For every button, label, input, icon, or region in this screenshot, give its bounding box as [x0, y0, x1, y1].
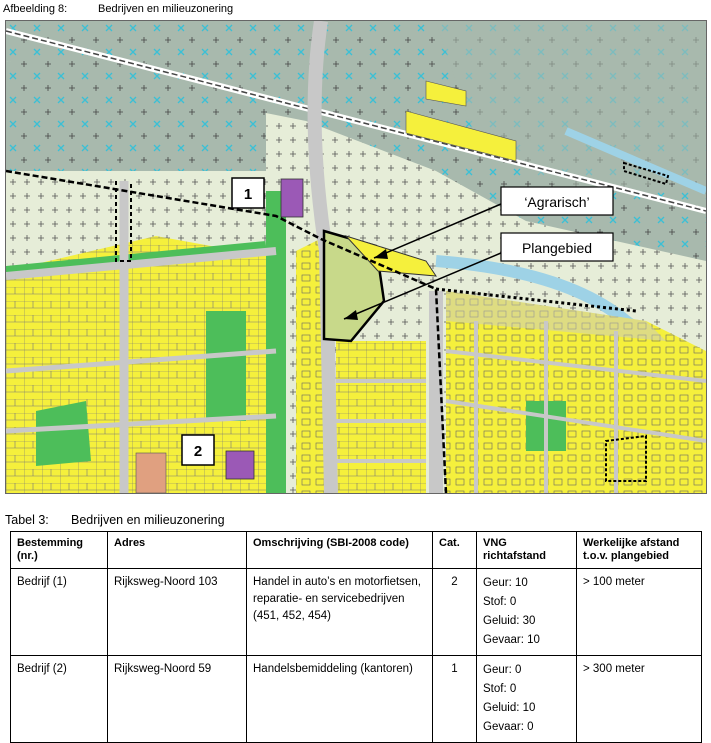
table-caption: [5, 513, 225, 527]
callout-agrarisch: [501, 187, 613, 215]
table-header-row: [11, 532, 702, 569]
zoning-map: [5, 20, 707, 494]
callout-agrarisch-label: ‘Agrarisch’: [524, 194, 590, 210]
cell-omschrijving: Handelsbemiddeling (kantoren): [247, 656, 433, 743]
figure-number: Afbeelding 8:: [3, 3, 68, 15]
callout-plangebied: [501, 233, 613, 261]
table-row: [11, 656, 702, 743]
vng-gevaar: Gevaar: 10: [483, 634, 540, 647]
marker-1: [232, 178, 264, 208]
cell-adres: Rijksweg-Noord 103: [108, 569, 247, 656]
cell-afstand: > 300 meter: [577, 656, 702, 743]
vng-stof: Stof: 0: [483, 596, 517, 609]
header-cat: Cat.: [433, 532, 477, 569]
cell-bestemming: Bedrijf (2): [11, 656, 108, 743]
header-bestemming: Bestemming (nr.): [11, 532, 108, 569]
cell-adres: Rijksweg-Noord 59: [108, 656, 247, 743]
figure-title: Bedrijven en milieuzonering: [98, 3, 234, 15]
cell-vng: [477, 656, 577, 743]
marker-2: [182, 435, 214, 465]
header-omschrijving: Omschrijving (SBI-2008 code): [247, 532, 433, 569]
marker-2-label: 2: [193, 443, 203, 460]
table-row: [11, 569, 702, 656]
vng-geur: Geur: 10: [483, 577, 528, 590]
cell-vng: [477, 569, 577, 656]
cell-omschrijving: Handel in auto’s en motorfietsen, reparatie- en servicebedrijven (451, 452, 454): [247, 569, 433, 656]
vng-geluid: Geluid: 30: [483, 615, 536, 628]
table-number: Tabel 3:: [5, 513, 49, 527]
zoning-table: [10, 531, 702, 743]
header-adres: Adres: [108, 532, 247, 569]
header-vng: VNG richtafstand: [477, 532, 577, 569]
figure-caption: [3, 3, 233, 15]
cell-afstand: > 100 meter: [577, 569, 702, 656]
cell-bestemming: Bedrijf (1): [11, 569, 108, 656]
callout-plangebied-label: Plangebied: [521, 240, 593, 256]
vng-gevaar: Gevaar: 0: [483, 721, 534, 734]
vng-stof: Stof: 0: [483, 683, 517, 696]
marker-1-label: 1: [243, 186, 253, 203]
table-title: Bedrijven en milieuzonering: [71, 513, 225, 527]
header-afstand: Werkelijke afstand t.o.v. plangebied: [577, 532, 702, 569]
vng-geur: Geur: 0: [483, 664, 522, 677]
cell-cat: 2: [433, 569, 477, 656]
vng-geluid: Geluid: 10: [483, 702, 536, 715]
cell-cat: 1: [433, 656, 477, 743]
